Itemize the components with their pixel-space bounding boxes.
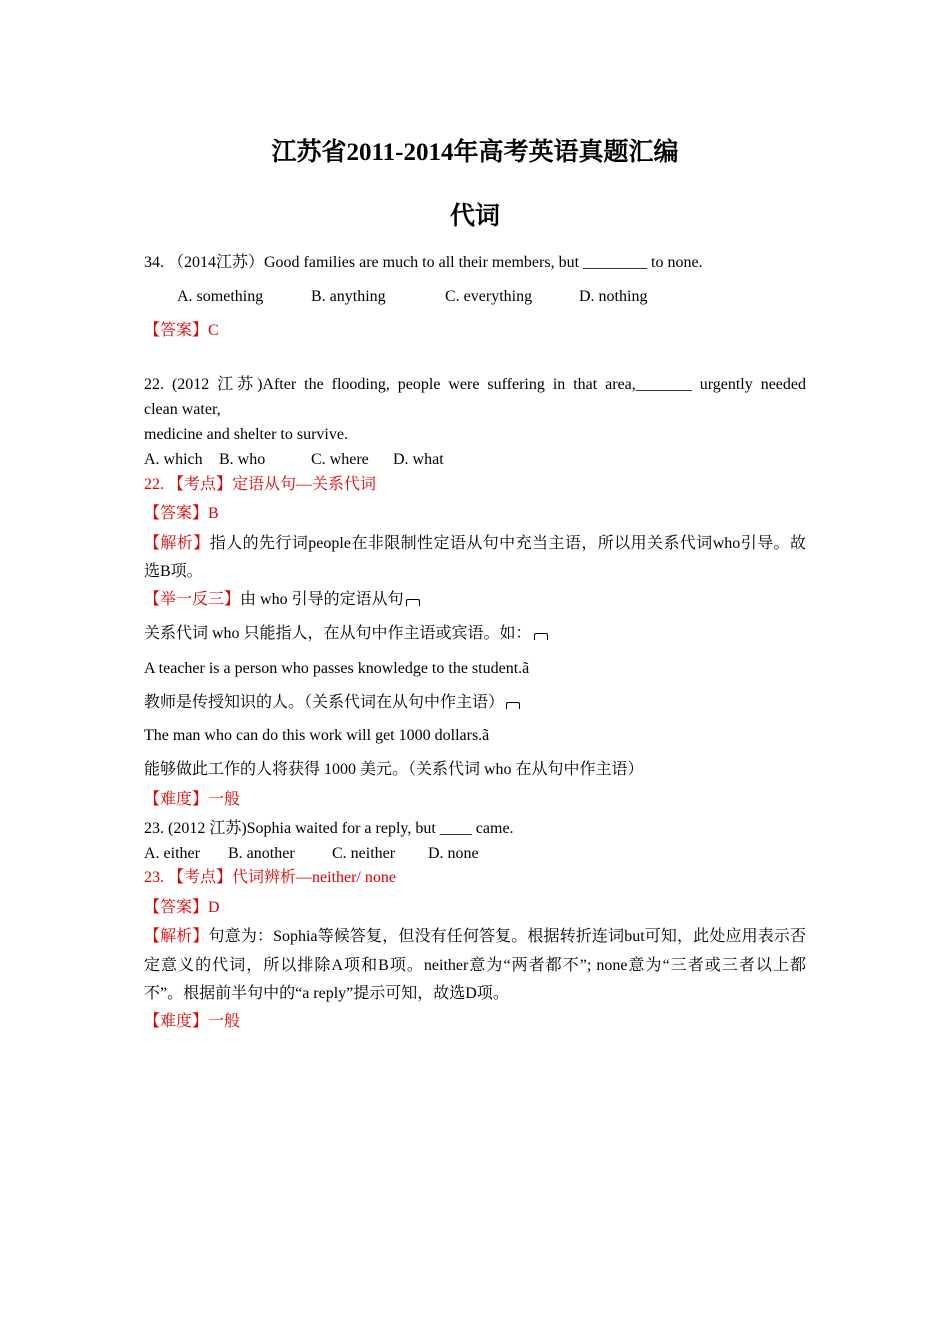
paragraph-mark-icon [534, 633, 548, 640]
answer-value: C [208, 322, 219, 339]
q23-options [144, 844, 479, 864]
q22-juyi [144, 590, 420, 610]
glyph-mark: ã [482, 727, 490, 744]
q23-option-b: B. another [228, 845, 295, 862]
juyi-text: 由 who 引导的定语从句 [240, 591, 404, 608]
glyph-mark: ã [522, 660, 530, 677]
page-title: 江苏省2011-2014年高考英语真题汇编 [271, 139, 679, 166]
q23-answer [144, 898, 220, 918]
answer-value: D [208, 899, 220, 916]
q22-option-a: A. which [144, 451, 203, 468]
answer-tag: 【答案】 [144, 505, 209, 522]
q22-example-2 [144, 659, 529, 679]
q22-example-5: 能够做此工作的人将获得 1000 美元。（关系代词 who 在从句中作主语） [144, 761, 644, 778]
q22-stem-line3: medicine and shelter to survive. [144, 426, 348, 443]
paragraph-mark-icon [406, 599, 420, 606]
q23-option-c: C. neither [332, 845, 396, 862]
q22-jiexi-line1 [144, 534, 806, 554]
q22-example-1 [144, 624, 548, 644]
jiexi-tag: 【解析】 [144, 535, 210, 552]
q22-stem-line1: 22. (2012 江苏)After the flooding, people were suffering in that area,_______ urgently needed [144, 376, 806, 393]
q22-example-3 [144, 693, 520, 713]
q34-option-c: C. everything [445, 288, 533, 305]
q22-option-b: B. who [219, 451, 266, 468]
section-title: 代词 [449, 203, 500, 230]
q23-stem: 23. (2012 江苏)Sophia waited for a reply, but ____ came. [144, 820, 514, 837]
q23-nandu [144, 1012, 240, 1032]
example-text: A teacher is a person who passes knowledge to the student. [144, 660, 523, 677]
paragraph-mark-icon [506, 702, 520, 709]
q22-jiexi-line2: 选B项。 [144, 563, 203, 580]
example-text: 教师是传授知识的人。（关系代词在从句中作主语） [144, 694, 505, 711]
example-text: 关系代词 who 只能指人，在从句中作主语或宾语。如： [144, 625, 532, 642]
q23-jiexi-line2: 定意义的代词，所以排除A项和B项。neither意为“两者都不”; none意为“三者或三者以上都 [144, 957, 806, 974]
q34-options [177, 287, 647, 307]
nandu-value: 一般 [208, 1013, 241, 1030]
q22-nandu [144, 790, 240, 810]
q23-option-d: D. none [428, 845, 479, 862]
nandu-tag: 【难度】 [144, 791, 209, 808]
q23-jiexi-line3: 不”。根据前半句中的“a reply”提示可知，故选D项。 [144, 985, 509, 1002]
q22-kaodian: 22. 【考点】定语从句—关系代词 [144, 476, 377, 493]
q34-stem: 34. （2014江苏）Good families are much to all their members, but ________ to none. [144, 254, 703, 271]
jiexi-text: 指人的先行词people在非限制性定语从句中充当主语，所以用关系代词who引导。故 [209, 535, 806, 552]
q34-option-b: B. anything [311, 288, 386, 305]
answer-tag: 【答案】 [144, 322, 209, 339]
q23-option-a: A. either [144, 845, 200, 862]
q34-option-d: D. nothing [579, 288, 648, 305]
q23-jiexi-line1 [144, 927, 806, 947]
nandu-value: 一般 [208, 791, 241, 808]
q22-answer [144, 504, 219, 524]
q22-option-d: D. what [393, 451, 444, 468]
q34-option-a: A. something [177, 288, 264, 305]
nandu-tag: 【难度】 [144, 1013, 209, 1030]
juyi-tag: 【举一反三】 [144, 591, 241, 608]
q23-kaodian: 23. 【考点】代词辨析—neither/ none [144, 869, 396, 886]
jiexi-tag: 【解析】 [144, 928, 209, 945]
q22-stem-line2: clean water, [144, 401, 221, 418]
q22-example-4 [144, 726, 489, 746]
example-text: The man who can do this work will get 1000 dollars. [144, 727, 483, 744]
jiexi-text: 句意为：Sophia等候答复，但没有任何答复。根据转折连词but可知，此处应用表示否 [208, 928, 806, 945]
answer-tag: 【答案】 [144, 899, 209, 916]
answer-value: B [208, 505, 219, 522]
q22-option-c: C. where [311, 451, 369, 468]
q22-options [144, 450, 444, 470]
q34-answer [144, 321, 219, 341]
